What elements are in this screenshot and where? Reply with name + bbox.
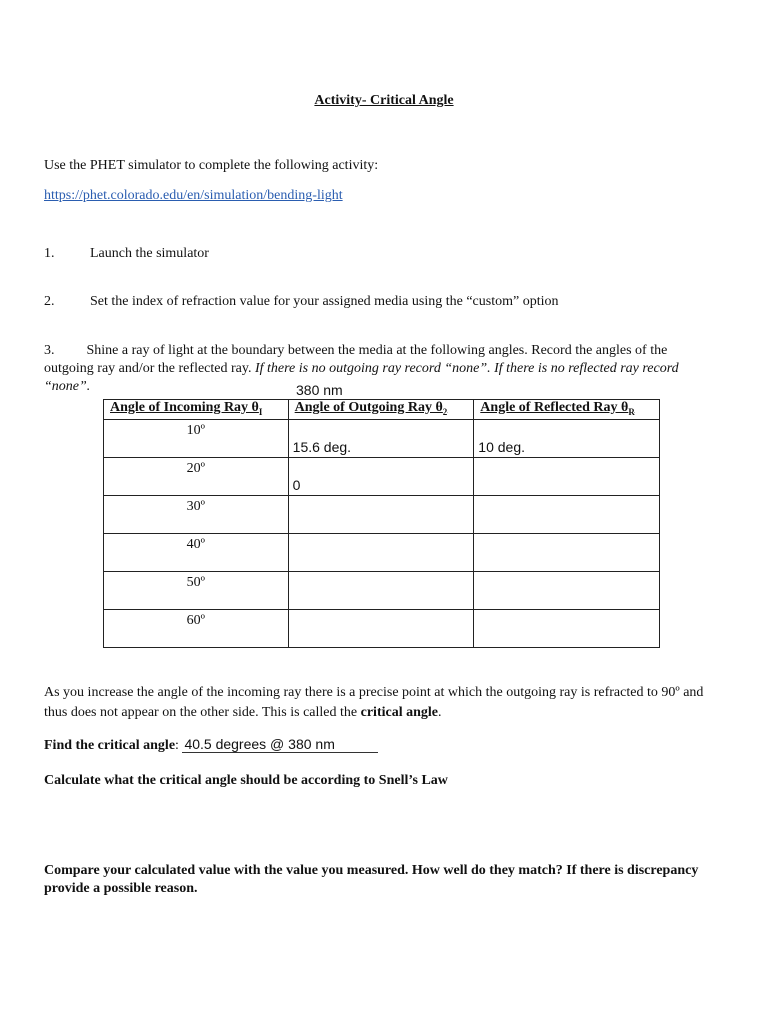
- incoming-angle-cell: 40º: [104, 534, 289, 572]
- find-critical-angle: [44, 736, 378, 754]
- simulation-link[interactable]: https://phet.colorado.edu/en/simulation/bending-light: [44, 188, 343, 203]
- step-2: [0, 294, 768, 314]
- table-row: [104, 496, 660, 534]
- critical-angle-term: critical angle: [360, 705, 438, 720]
- compare-prompt: Compare your calculated value with the value you measured. How well do they match? If there is discrepancy provide a possible reason.: [44, 863, 699, 896]
- snells-law-prompt: Calculate what the critical angle should be according to Snell’s Law: [44, 773, 448, 788]
- wavelength-handwritten-note: 380 nm: [296, 382, 343, 398]
- header-outgoing: Angle of Outgoing Ray $\theta_2$: [288, 400, 474, 420]
- incoming-angle-cell: 20º: [104, 458, 289, 496]
- critical-angle-explanation: [44, 683, 724, 723]
- find-label: Find the critical angle: [44, 738, 176, 753]
- incoming-angle-cell: 50º: [104, 572, 289, 610]
- outgoing-angle-cell[interactable]: 0: [288, 458, 474, 496]
- page-title: [0, 93, 768, 109]
- explanation-text: As you increase the angle of the incoming ray there is a precise point at which the outgoing ray is refracted to 90º and thus does not appear on the other side. This is called the: [44, 685, 704, 720]
- step-text: Shine a ray of light at the boundary between the media at the following angles. Record the angles of the outgoing ray and/or the reflected ray.: [44, 343, 668, 376]
- incoming-angle-cell: 10º: [104, 420, 289, 458]
- reflected-angle-cell[interactable]: [474, 458, 660, 496]
- critical-angle-answer-field[interactable]: 40.5 degrees @ 380 nm: [182, 736, 378, 753]
- intro-text: Use the PHET simulator to complete the following activity:: [44, 158, 379, 173]
- angle-data-table: [103, 399, 660, 648]
- page-title-text: Activity- Critical Angle: [314, 93, 454, 108]
- outgoing-angle-cell[interactable]: [288, 572, 474, 610]
- table-row: [104, 572, 660, 610]
- reflected-angle-cell[interactable]: [474, 572, 660, 610]
- step-note-italic: If there is no outgoing ray record “none”. If there is no reflected ray record “none”.: [44, 361, 679, 394]
- reflected-angle-cell[interactable]: [474, 496, 660, 534]
- incoming-angle-cell: 60º: [104, 610, 289, 648]
- step-3: [44, 342, 704, 396]
- simulation-link-wrapper: [44, 188, 343, 204]
- outgoing-angle-cell[interactable]: [288, 534, 474, 572]
- reflected-angle-cell[interactable]: [474, 610, 660, 648]
- table-row: [104, 458, 660, 496]
- table-header-row: [104, 400, 660, 420]
- step-text: Set the index of refraction value for your assigned media using the “custom” option: [90, 294, 559, 309]
- explanation-end: .: [438, 705, 442, 720]
- reflected-angle-cell[interactable]: [474, 534, 660, 572]
- step-number: 2.: [44, 294, 55, 309]
- outgoing-angle-cell[interactable]: [288, 496, 474, 534]
- step-1: [0, 246, 768, 266]
- table-row: [104, 420, 660, 458]
- table-row: [104, 534, 660, 572]
- step-number: 3.: [44, 343, 55, 358]
- header-incoming: Angle of Incoming Ray $\theta_I$: [104, 400, 289, 420]
- header-reflected: Angle of Reflected Ray $\theta_R$: [474, 400, 660, 420]
- step-number: 1.: [44, 246, 55, 261]
- incoming-angle-cell: 30º: [104, 496, 289, 534]
- step-text: Launch the simulator: [90, 246, 209, 261]
- find-colon: :: [175, 738, 179, 753]
- table-row: [104, 610, 660, 648]
- outgoing-angle-cell[interactable]: 15.6 deg.: [288, 420, 474, 458]
- outgoing-angle-cell[interactable]: [288, 610, 474, 648]
- reflected-angle-cell[interactable]: 10 deg.: [474, 420, 660, 458]
